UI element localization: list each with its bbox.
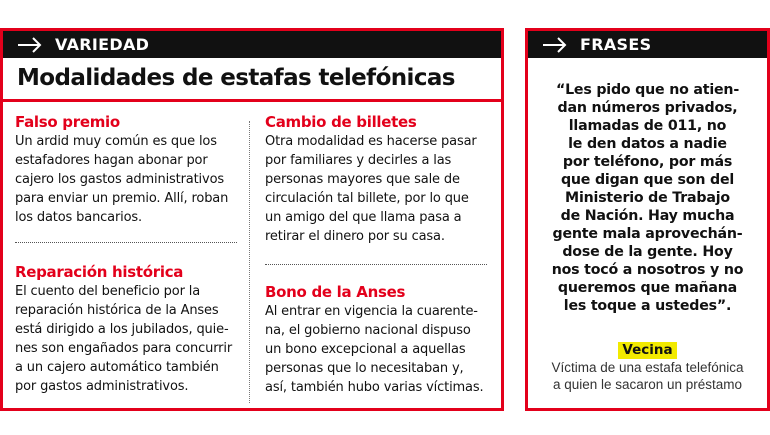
body-line: así, también hubo varias víctimas. — [265, 380, 484, 395]
quote-line: dose de la gente. Hoy — [562, 244, 733, 260]
body-line: El cuento del beneficio por la — [15, 284, 201, 299]
variedad-panel — [0, 28, 504, 411]
quote-line: dan números privados, — [557, 100, 738, 116]
variedad-header — [3, 31, 501, 58]
body-line: na, el gobierno nacional dispuso — [265, 323, 471, 338]
item-separator — [15, 242, 237, 243]
headline-divider — [3, 99, 501, 102]
body-line: estafadores hagan abonar por — [15, 153, 208, 168]
scam-item-reparacion-historica — [15, 263, 243, 396]
body-line: personas mayores que sale de — [265, 172, 460, 187]
body-line: un amigo del que llama pasa a — [265, 210, 462, 225]
quote-line: por teléfono, por más — [562, 154, 733, 170]
body-line: por gastos administrativos. — [15, 379, 189, 394]
frases-header — [528, 31, 767, 58]
quote-line: les toque a ustedes”. — [563, 298, 732, 314]
quote-line: le den datos a nadie — [568, 136, 727, 152]
quote-line: nos tocó a nosotros y no — [551, 262, 744, 278]
body-line: los datos bancarios. — [15, 210, 143, 225]
speaker-desc-line: Víctima de una estafa telefónica — [551, 360, 744, 375]
body-line: retirar el dinero por su casa. — [265, 229, 445, 244]
scam-item-falso-premio — [15, 113, 243, 227]
body-line: Al entrar en vigencia la cuarente- — [265, 304, 478, 319]
item-body — [265, 132, 493, 246]
body-line: reparación histórica de la Anses — [15, 303, 219, 318]
item-body — [15, 282, 243, 396]
speaker-desc-line: a quien le sacaron un préstamo — [552, 377, 743, 392]
item-title: Reparación histórica — [15, 263, 184, 281]
body-line: nes son engañados para concurrir — [15, 341, 233, 356]
body-line: a un cajero automático también — [15, 360, 219, 375]
quote-text — [538, 81, 757, 315]
quote-line: Ministerio de Trabajo — [565, 190, 730, 206]
item-separator — [265, 264, 487, 265]
scam-item-cambio-de-billetes — [265, 113, 493, 246]
item-body — [265, 302, 493, 397]
arrow-right-icon — [542, 37, 568, 53]
body-line: está dirigido a los jubilados, quie- — [15, 322, 229, 337]
item-title: Cambio de billetes — [265, 113, 417, 131]
quote-line: de Nación. Hay mucha — [560, 208, 735, 224]
item-title: Bono de la Anses — [265, 283, 406, 301]
body-line: circulación tal billete, por lo que — [265, 191, 469, 206]
column-divider — [249, 121, 250, 403]
body-line: un bono excepcional a aquellas — [265, 342, 466, 357]
body-line: personas que lo necesitaban y, — [265, 361, 464, 376]
speaker-name-highlight: Vecina — [618, 342, 676, 359]
item-title: Falso premio — [15, 113, 120, 131]
arrow-right-icon — [17, 37, 43, 53]
page-title: Modalidades de estafas telefónicas — [17, 65, 455, 91]
quote-line: “Les pido que no atien- — [555, 82, 740, 98]
section-label: FRASES — [580, 35, 652, 54]
speaker-description — [528, 359, 767, 393]
item-body — [15, 132, 243, 227]
body-line: Un ardid muy común es que los — [15, 134, 217, 149]
body-line: para enviar un premio. Allí, roban — [15, 191, 229, 206]
speaker-wrap — [528, 341, 767, 359]
body-line: cajero los gastos administrativos — [15, 172, 224, 187]
quote-line: que digan que son del — [560, 172, 735, 188]
scam-item-bono-de-la-anses — [265, 283, 493, 397]
body-line: Otra modalidad es hacerse pasar — [265, 134, 477, 149]
body-line: por familiares y decirles a las — [265, 153, 452, 168]
quote-line: llamadas de 011, no — [568, 118, 727, 134]
quote-line: gente mala aprovechán- — [552, 226, 743, 242]
quote-line: queremos que mañana — [557, 280, 738, 296]
frases-panel — [525, 28, 770, 411]
section-label: VARIEDAD — [55, 35, 150, 54]
